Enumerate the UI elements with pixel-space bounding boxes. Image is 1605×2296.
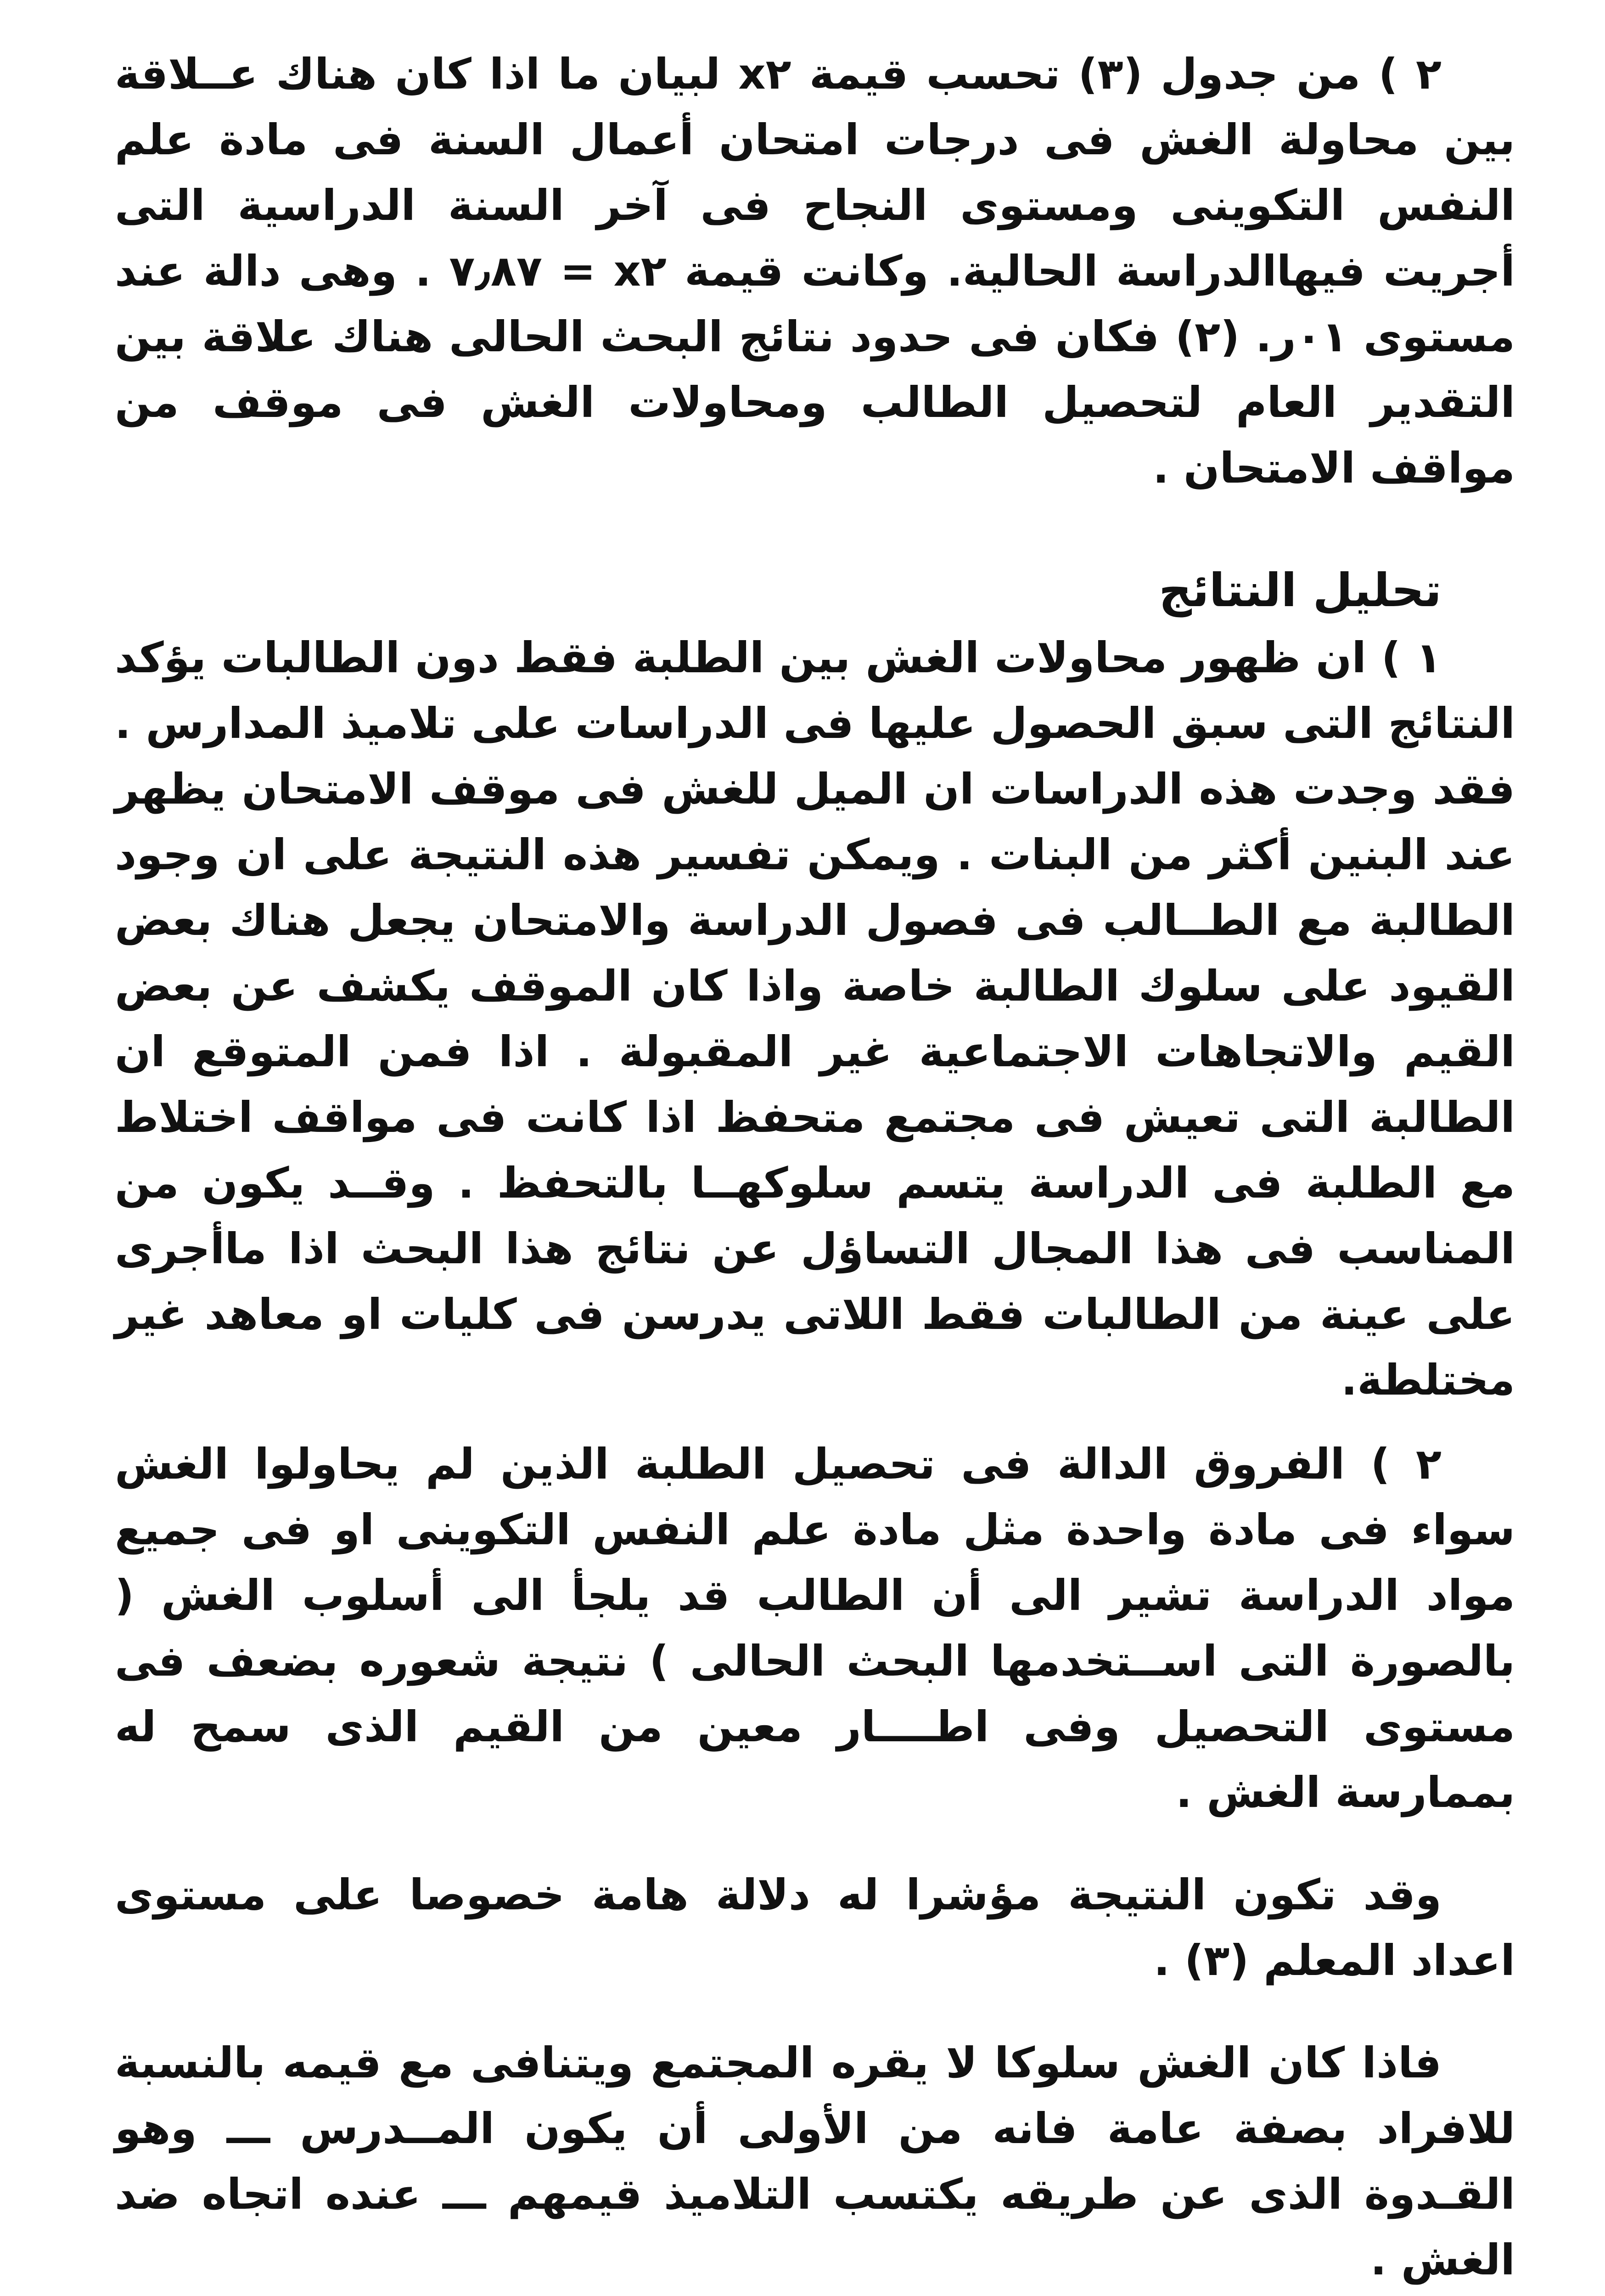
- values-paragraph: فاذا كان الغش سلوكا لا يقره المجتمع ويتنافى مع قيمه بالنسبة للافراد بصفة عامة فانه من الأولى أن يكون المــدرس ـــ وهو القـدوة الذى عن طريقه يكتسب التلاميذ قيمهم ـــ عنده اتجاه ضد الغش .: [115, 2038, 1515, 2285]
- finding-1-paragraph: ١ ) ان ظهور محاولات الغش بين الطلبة فقط دون الطالبات يؤكد النتائج التى سبق الحصول عليها فى الدراسات على تلاميذ المدارس . فقد وجدت هذه الدراسات ان الميل للغش فى موقف الامتحان يظهر عند البنين أكثر من البنات . ويمكن تفسير هذه النتيجة على ان وجود الطالبة مع الطــالب فى فصول الدراسة والامتحان يجعل هناك بعض القيود على سلوك الطالبة خاصة واذا كان الموقف يكشف عن بعض القيم والاتجاهات الاجتماعية غير المقبولة . اذا فمن المتوقع ان الطالبة التى تعيش فى مجتمع متحفظ اذا كانت فى مواقف اختلاط مع الطلبة فى الدراسة يتسم سلوكهــا بالتحفظ . وقــد يكون من المناسب فى هذا المجال التساؤل عن نتائج هذا البحث اذا ماأجرى على عينة من الطالبات فقط اللاتى يدرسن فى كليات او معاهد غير مختلطة.: [115, 633, 1515, 1405]
- spacer: [115, 2293, 1515, 2296]
- spacer: [115, 501, 1515, 556]
- spacer: [115, 1413, 1515, 1431]
- intro-paragraph: ٢ ) من جدول (٣) تحسب قيمة x٢ لبيان ما اذا كان هناك عــلاقة بين محاولة الغش فى درجات امتحان أعمال السنة فى مادة علم النفس التكوينى ومستوى النجاح فى آخر السنة الدراسية التى أجريت فيهاالدراسة الحالية. وكانت قيمة x٢ = ٧٫٨٧ . وهى دالة عند مستوى ٠١ر. (٢) فكان فى حدود نتائج البحث الحالى هناك علاقة بين التقدير العام لتحصيل الطالب ومحاولات الغش فى موقف من مواقف الامتحان .: [115, 50, 1515, 493]
- teacher-preparation-paragraph: وقد تكون النتيجة مؤشرا له دلالة هامة خصوصا على مستوى اعداد المعلم (٣) .: [115, 1870, 1515, 1985]
- results-heading: تحليل النتائج: [1159, 563, 1442, 617]
- spacer: [115, 1993, 1515, 2030]
- finding-2-paragraph: ٢ ) الفروق الدالة فى تحصيل الطلبة الذين لم يحاولوا الغش سواء فى مادة واحدة مثل مادة علم النفس التكوينى او فى جميع مواد الدراسة تشير الى أن الطالب قد يلجأ الى أسلوب الغش ( بالصورة التى اســتخدمها البحث الحالى ) نتيجة شعوره بضعف فى مستوى التحصيل وفى اطــــار معين من القيم الذى سمح له بممارسة الغش .: [115, 1440, 1515, 1817]
- document-page: [115, 41, 1515, 2296]
- spacer: [115, 1825, 1515, 1862]
